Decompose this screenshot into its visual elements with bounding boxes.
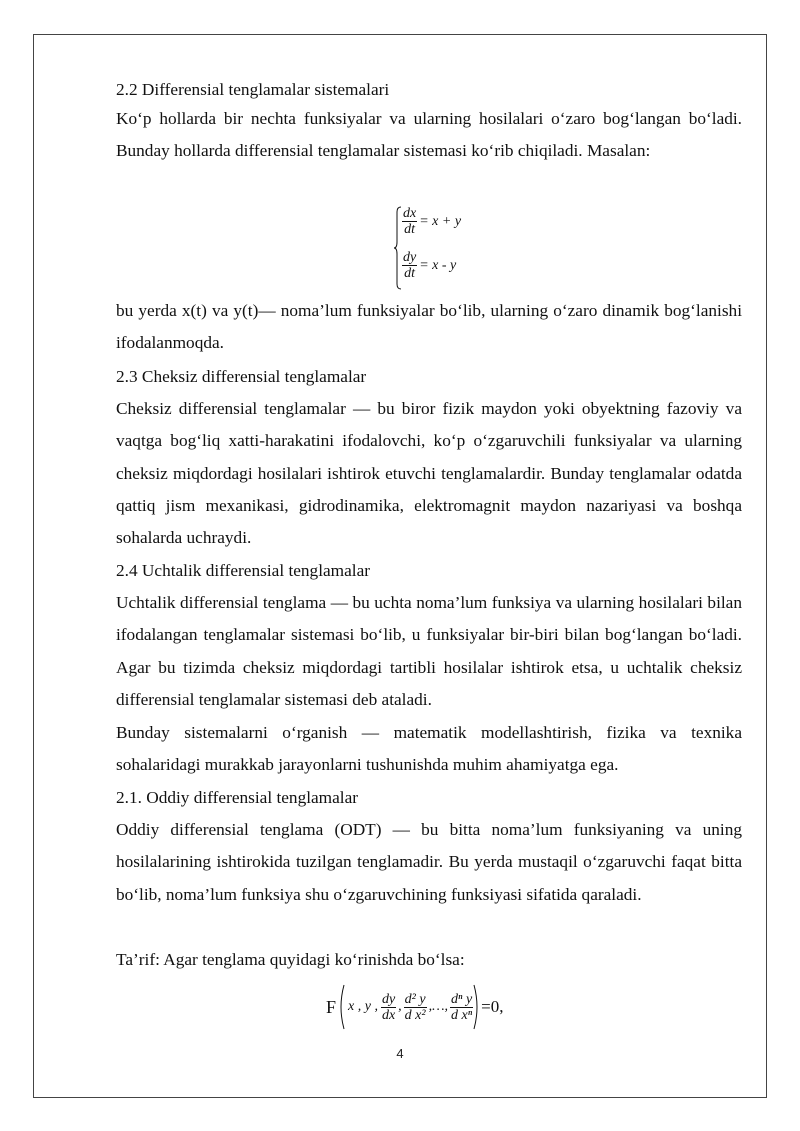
fraction-second-derivative (404, 992, 427, 1023)
fraction-numerator: d² y (404, 991, 426, 1007)
paragraph-2-1: Oddiy differensial tenglama (ODT) — bu bitta noma’lum funksiyaning va uning hosilalarining ishtirokida tuzilgan tenglamadir. Bu yerda mustaqil o‘zgaruvchi faqat bitta bo‘lib, noma’lum funksiya shu o‘zgaruvchining funksiyasi sifatida qaraladi. (116, 820, 742, 904)
fraction-dy-dx (381, 992, 396, 1023)
fraction-denominator: d xⁿ (451, 1007, 473, 1023)
fraction-numerator: dy (403, 250, 417, 265)
formula-arguments: x , y , (348, 999, 378, 1014)
section-heading-2-3: 2.3 Cheksiz differensial tenglamalar (116, 367, 367, 386)
equation-rhs-1: = x + y (419, 213, 462, 229)
page-number: 4 (396, 1046, 404, 1061)
fraction-denominator: d x² (404, 1007, 426, 1023)
function-symbol: F (326, 996, 337, 1017)
fraction-denominator: dx (381, 1007, 396, 1023)
fraction-numerator: dx (403, 206, 417, 221)
right-paren-icon (473, 984, 481, 1030)
fraction-numerator: dy (381, 991, 396, 1007)
fraction-denominator: dt (404, 222, 416, 237)
section-heading-2-2: 2.2 Differensial tenglamalar sistemalari (116, 80, 390, 99)
fraction-dy-dt (402, 250, 417, 281)
fraction-denominator: dt (404, 266, 416, 281)
equation-rhs-2: = x - y (419, 257, 457, 273)
formula-equals-zero: =0, (481, 997, 504, 1016)
fraction-numerator: dⁿ y (451, 991, 473, 1007)
section-heading-2-4: 2.4 Uchtalik differensial tenglamalar (116, 561, 371, 580)
left-brace-icon (394, 206, 402, 290)
fraction-dx-dt (402, 206, 417, 237)
fraction-nth-derivative (450, 992, 473, 1023)
general-ode-formula: F x , y , $\frac{dy}{dx}$ , $\frac{\text{d² y}}{\text{d x²}}$ ,…, $\frac{\text{dⁿ y}}{\text{d xⁿ}}$ =0, (326, 982, 586, 1032)
definition-line: Ta’rif: Agar tenglama quyidagi ko‘rinishda bo‘lsa: (116, 950, 465, 969)
section-heading-2-1: 2.1. Oddiy differensial tenglamalar (116, 788, 359, 807)
equation-system (394, 204, 494, 290)
paragraph-after-system: bu yerda x(t) va y(t)— noma’lum funksiyalar bo‘lib, ularning o‘zaro dinamik bog‘lanishi ifodalanmoqda. (116, 301, 742, 353)
left-paren-icon (337, 984, 345, 1030)
formula-ellipsis: ,…, (428, 999, 449, 1014)
paragraph-2-4-a: Uchtalik differensial tenglama — bu uchta noma’lum funksiya va ularning hosilalari bilan ifodalangan tenglamalar sistemasi bo‘lib, u funksiyalar bir-biri bilan bog‘langan bo‘ladi. Agar bu tizimda cheksiz miqdordagi tartibli hosilalar ishtirok etsa, u uchtalik cheksiz differensial tenglamalar sistemasi deb ataladi. (116, 593, 742, 709)
paragraph-2-2: Ko‘p hollarda bir nechta funksiyalar va ularning hosilalari o‘zaro bog‘langan bo‘ladi. Bunday hollarda differensial tenglamalar sistemasi ko‘rib chiqiladi. Masalan: (116, 109, 742, 161)
paragraph-2-4-b: Bunday sistemalarni o‘rganish — matematik modellashtirish, fizika va texnika sohalaridagi murakkab jarayonlarni tushunishda muhim ahamiyatga ega. (116, 723, 742, 775)
paragraph-2-3: Cheksiz differensial tenglamalar — bu biror fizik maydon yoki obyektning fazoviy va vaqtga bog‘liq xatti-harakatini ifodalovchi, ko‘p o‘zgaruvchili funksiyalar va ularning cheksiz miqdordagi hosilalari ishtirok etuvchi tenglamalardir. Bunday tenglamalar odatda qattiq jism mexanikasi, gidrodinamika, elektromagnit maydon nazariyasi va boshqa sohalarda uchraydi. (116, 399, 742, 548)
